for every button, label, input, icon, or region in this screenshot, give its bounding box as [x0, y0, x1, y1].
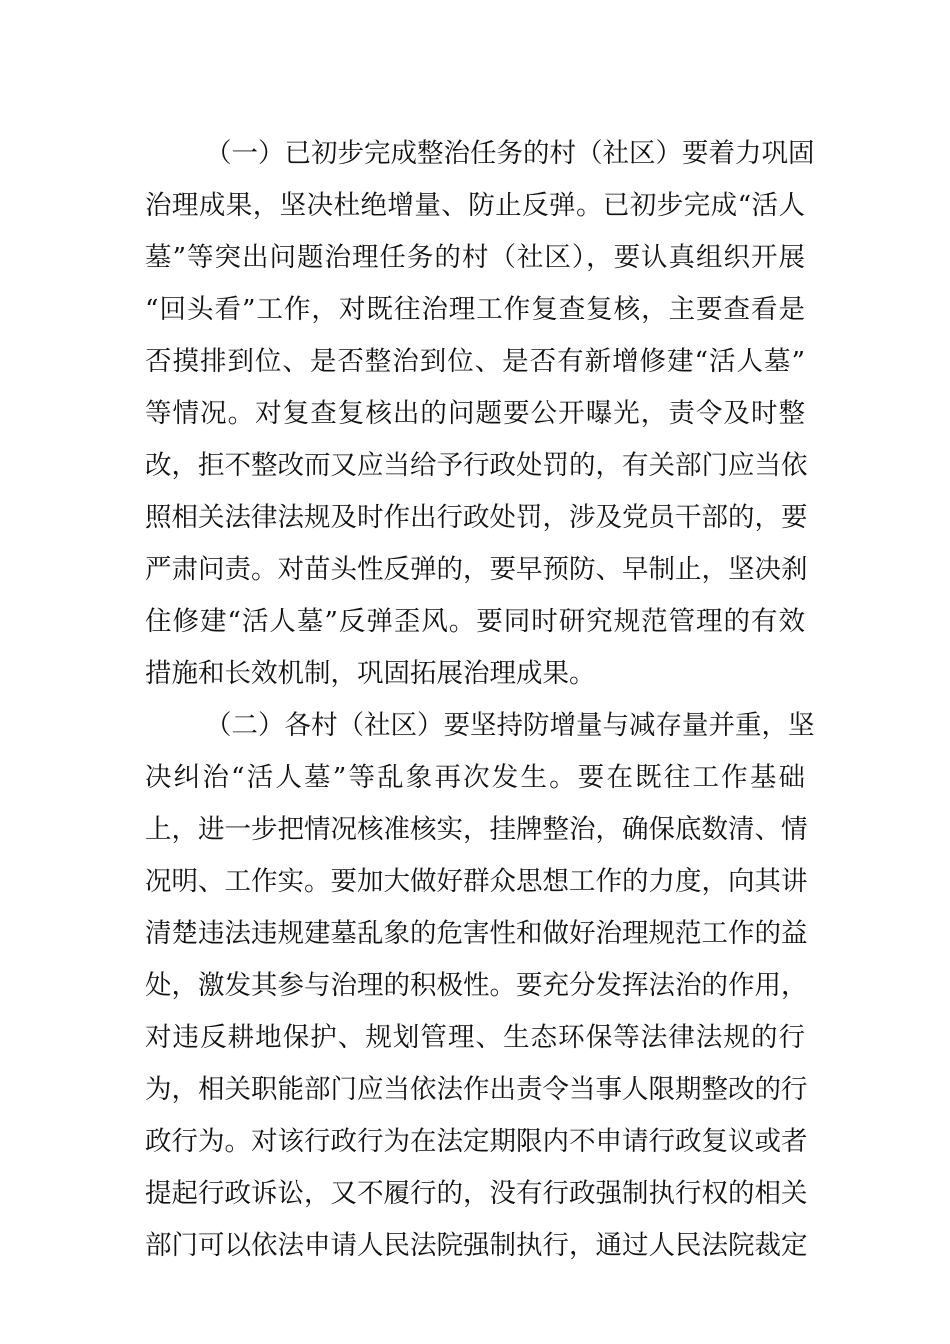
paragraph-1-line: 改，拒不整改而又应当给予行政处罚的，有关部门应当依	[145, 450, 808, 481]
paragraph-1-line: 照相关法律法规及时作出行政处罚，涉及党员干部的，要	[145, 502, 808, 533]
paragraph-2-line: 处，激发其参与治理的积极性。要充分发挥法治的作用，	[145, 970, 808, 1001]
paragraph-1-line: “回头看”工作，对既往治理工作复查复核，主要查看是	[145, 294, 805, 325]
paragraph-1-line: 墓”等突出问题治理任务的村（社区），要认真组织开展	[145, 242, 805, 273]
paragraph-2-line: 部门可以依法申请人民法院强制执行，通过人民法院裁定	[145, 1230, 808, 1261]
paragraph-2-line: 清楚违法违规建墓乱象的危害性和做好治理规范工作的益	[145, 918, 808, 949]
paragraph-1-line: （一）已初步完成整治任务的村（社区）要着力巩固	[205, 138, 815, 169]
paragraph-2-line: 决纠治“活人墓”等乱象再次发生。要在既往工作基础	[145, 762, 805, 793]
paragraph-1-line: 治理成果，坚决杜绝增量、防止反弹。已初步完成“活人	[145, 190, 805, 221]
paragraph-2-line: 对违反耕地保护、规划管理、生态环保等法律法规的行	[145, 1022, 805, 1053]
paragraph-2-line: （二）各村（社区）要坚持防增量与减存量并重，坚	[205, 710, 815, 741]
paragraph-1-line: 住修建“活人墓”反弹歪风。要同时研究规范管理的有效	[145, 606, 805, 637]
paragraph-1-line: 否摸排到位、是否整治到位、是否有新增修建“活人墓”	[145, 346, 805, 377]
paragraph-1-line: 等情况。对复查复核出的问题要公开曝光，责令及时整	[145, 398, 805, 429]
paragraph-2-line: 上，进一步把情况核准核实，挂牌整治，确保底数清、情	[145, 814, 808, 845]
paragraph-2-line: 为，相关职能部门应当依法作出责令当事人限期整改的行	[145, 1074, 808, 1105]
paragraph-2-line: 政行为。对该行政行为在法定期限内不申请行政复议或者	[145, 1126, 808, 1157]
paragraph-2-line: 况明、工作实。要加大做好群众思想工作的力度，向其讲	[145, 866, 808, 897]
paragraph-1-line: 严肃问责。对苗头性反弹的，要早预防、早制止，坚决刹	[145, 554, 808, 585]
paragraph-1-line: 措施和长效机制，巩固拓展治理成果。	[145, 658, 596, 689]
paragraph-2-line: 提起行政诉讼，又不履行的，没有行政强制执行权的相关	[145, 1178, 808, 1209]
